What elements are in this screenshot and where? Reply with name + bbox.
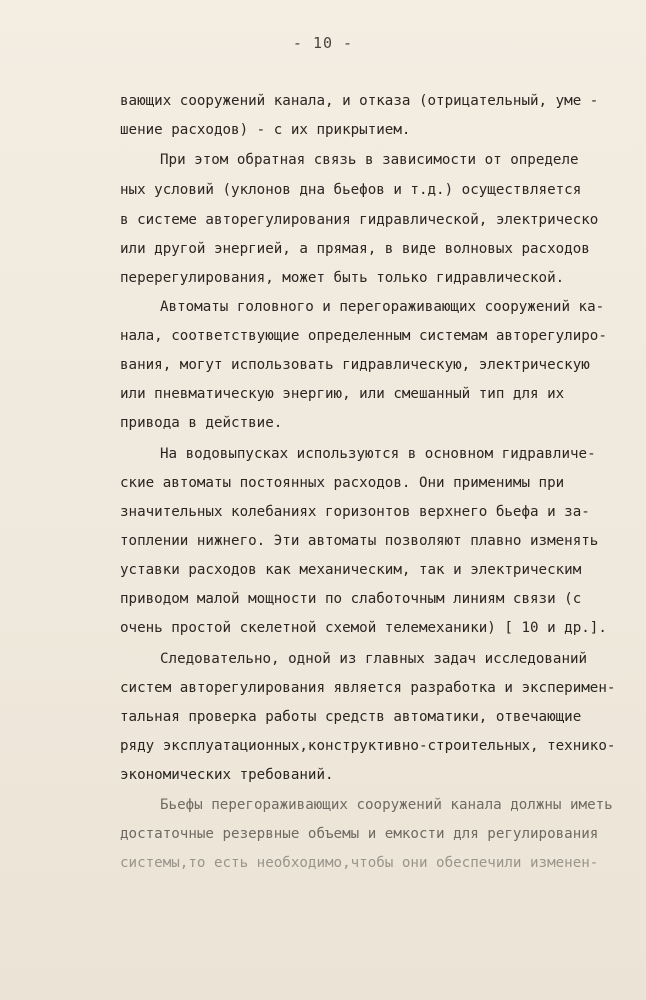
page-number: - 10 - [292,34,354,52]
paragraph-start-line: Следовательно, одной из главных задач исследований [160,651,588,667]
text-line: шение расходов) - с их прикрытием. [120,122,411,138]
paragraph-start-line: Бьефы перегораживающих сооружений канала должны иметь [160,797,613,813]
text-line: систем авторегулирования является разработка и эксперимен- [120,680,616,696]
text-line: вания, могут использовать гидравлическую, электрическую [120,357,590,373]
text-line: или пневматическую энергию, или смешанный тип для их [120,386,565,402]
text-line: тальная проверка работы средств автоматики, отвечающие [120,709,582,725]
text-line: ных условий (уклонов дна бьефов и т.д.) осуществляется [120,182,582,198]
text-line: нала, соответствующие определенным системам авторегулиро- [120,328,607,344]
paragraph-start-line: Автоматы головного и перегораживающих сооружений ка- [160,299,605,315]
text-line: экономических требований. [120,767,334,783]
text-line: топлении нижнего. Эти автоматы позволяют плавно изменять [120,533,599,549]
text-line: перерегулирования, может быть только гидравлической. [120,270,565,286]
text-line: вающих сооружений канала, и отказа (отрицательный, уме - [120,93,599,109]
text-line: ряду эксплуатационных,конструктивно-строительных, технико- [120,738,616,754]
text-line: значительных колебаниях горизонтов верхнего бьефа и за- [120,504,590,520]
text-line: очень простой скелетной схемой телемеханики) [ 10 и др.]. [120,620,607,636]
paragraph-start-line: На водовыпусках используются в основном гидравличе- [160,446,596,462]
text-line: приводом малой мощности по слаботочным линиям связи (с [120,591,582,607]
text-line: привода в действие. [120,415,283,431]
text-line: или другой энергией, а прямая, в виде волновых расходов [120,241,590,257]
text-line: ские автоматы постоянных расходов. Они применимы при [120,475,565,491]
text-line: системы,то есть необходимо,чтобы они обеспечили изменен- [120,855,599,871]
text-line: в системе авторегулирования гидравлической, электрическо [120,212,599,228]
text-line: достаточные резервные объемы и емкости для регулирования [120,826,599,842]
paragraph-start-line: При этом обратная связь в зависимости от определе [160,152,579,168]
text-line: уставки расходов как механическим, так и электрическим [120,562,582,578]
